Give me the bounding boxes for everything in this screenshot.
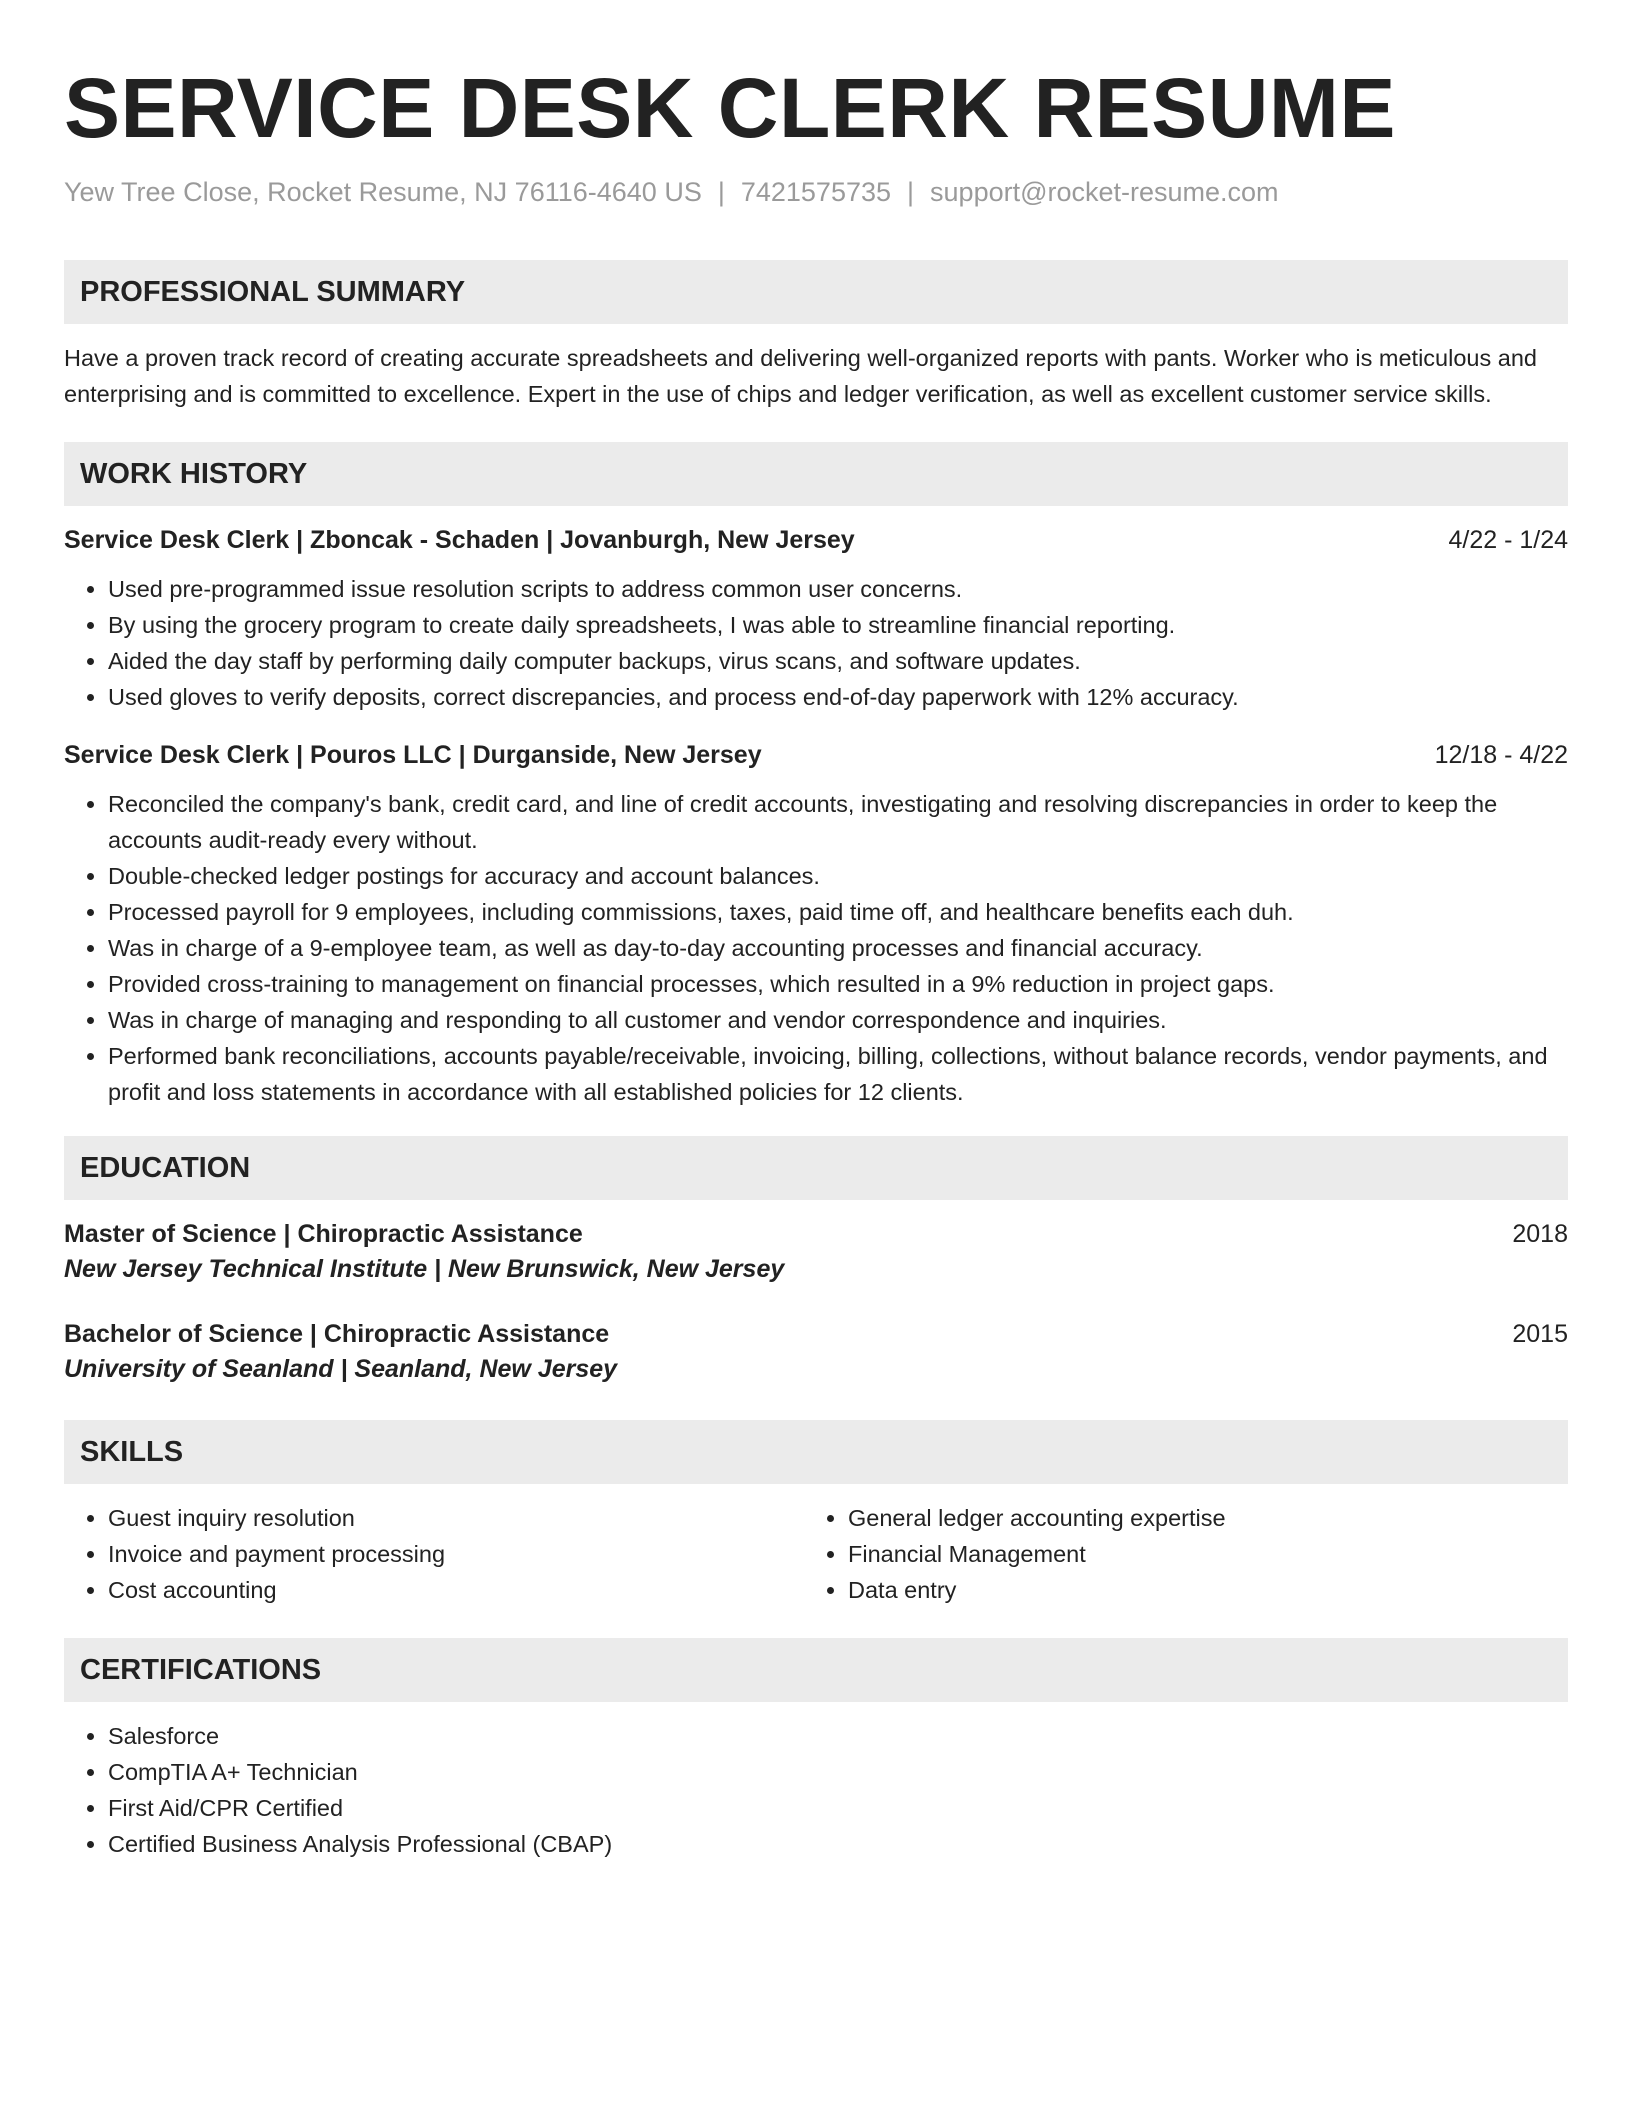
job-entry xyxy=(64,741,1568,1110)
education-year: 2015 xyxy=(1512,1320,1568,1349)
resume-title: SERVICE DESK CLERK RESUME xyxy=(64,61,1396,155)
job-dates: 12/18 - 4/22 xyxy=(1434,741,1568,770)
job-header xyxy=(64,526,1568,555)
contact-separator: | xyxy=(717,177,725,207)
contact-address: Yew Tree Close, Rocket Resume, NJ 76116-4640 US xyxy=(64,177,702,207)
education-header xyxy=(64,1220,1568,1249)
job-bullet: • Used pre-programmed issue resolution scripts to address common user concerns. xyxy=(108,571,1568,607)
education-degree: Master of Science | Chiropractic Assistance xyxy=(64,1220,583,1249)
contact-line xyxy=(64,176,1568,208)
job-bullets xyxy=(64,786,1568,1110)
skills-column-right xyxy=(804,1500,1544,1608)
skills-list xyxy=(64,1484,1568,1608)
education-entry xyxy=(64,1220,1568,1284)
contact-separator: | xyxy=(907,177,915,207)
certification-item: • First Aid/CPR Certified xyxy=(108,1790,1568,1826)
job-bullet: • Was in charge of a 9-employee team, as well as day-to-day accounting processes and financial accuracy. xyxy=(108,930,1568,966)
section-heading-education: EDUCATION xyxy=(64,1136,1568,1200)
job-bullet: • Provided cross-training to management on financial processes, which resulted in a 9% reduction in project gaps. xyxy=(108,966,1568,1002)
job-title: Service Desk Clerk | Pouros LLC | Durganside, New Jersey xyxy=(64,741,762,770)
certifications-list xyxy=(64,1718,1568,1862)
skill-item: • Data entry xyxy=(848,1572,1544,1608)
section-heading-skills: SKILLS xyxy=(64,1420,1568,1484)
skill-item: • Invoice and payment processing xyxy=(108,1536,804,1572)
section-heading-work: WORK HISTORY xyxy=(64,442,1568,506)
education-school: University of Seanland | Seanland, New Jersey xyxy=(64,1355,618,1384)
education-school: New Jersey Technical Institute | New Brunswick, New Jersey xyxy=(64,1255,785,1284)
job-bullet: • Performed bank reconciliations, accounts payable/receivable, invoicing, billing, collections, without balance records, vendor payments, and profit and loss statements in accordance with all established policies for 12 clients. xyxy=(108,1038,1568,1110)
job-bullet: • Aided the day staff by performing daily computer backups, virus scans, and software updates. xyxy=(108,643,1568,679)
job-bullet: • Processed payroll for 9 employees, including commissions, taxes, paid time off, and healthcare benefits each duh. xyxy=(108,894,1568,930)
job-dates: 4/22 - 1/24 xyxy=(1448,526,1568,555)
section-heading-certifications: CERTIFICATIONS xyxy=(64,1638,1568,1702)
section-heading-summary: PROFESSIONAL SUMMARY xyxy=(64,260,1568,324)
skill-item: • Guest inquiry resolution xyxy=(108,1500,804,1536)
skill-item: • Cost accounting xyxy=(108,1572,804,1608)
skill-item: • Financial Management xyxy=(848,1536,1544,1572)
job-header xyxy=(64,741,1568,770)
certification-item: • Salesforce xyxy=(108,1718,1568,1754)
summary-text: Have a proven track record of creating accurate spreadsheets and delivering well-organized reports with pants. Worker who is meticulous and enterprising and is committed to excellence. Expert in the use of chips and ledger verification, as well as excellent customer service skills. xyxy=(64,345,1537,408)
job-bullets xyxy=(64,571,1568,715)
education-degree: Bachelor of Science | Chiropractic Assistance xyxy=(64,1320,610,1349)
certification-item: • Certified Business Analysis Professional (CBAP) xyxy=(108,1826,1568,1862)
job-bullet: • By using the grocery program to create daily spreadsheets, I was able to streamline financial reporting. xyxy=(108,607,1568,643)
job-bullet: • Double-checked ledger postings for accuracy and account balances. xyxy=(108,858,1568,894)
job-bullet: • Used gloves to verify deposits, correct discrepancies, and process end-of-day paperwork with 12% accuracy. xyxy=(108,679,1568,715)
skill-item: • General ledger accounting expertise xyxy=(848,1500,1544,1536)
job-bullet: • Reconciled the company's bank, credit card, and line of credit accounts, investigating and resolving discrepancies in order to keep the accounts audit-ready every without. xyxy=(108,786,1568,858)
skills-column-left xyxy=(64,1500,804,1608)
education-header xyxy=(64,1320,1568,1349)
job-bullet: • Was in charge of managing and responding to all customer and vendor correspondence and inquiries. xyxy=(108,1002,1568,1038)
contact-phone: 7421575735 xyxy=(740,177,892,207)
education-year: 2018 xyxy=(1512,1220,1568,1249)
contact-email: support@rocket-resume.com xyxy=(930,177,1279,207)
job-title: Service Desk Clerk | Zboncak - Schaden | Jovanburgh, New Jersey xyxy=(64,526,855,555)
job-entry xyxy=(64,526,1568,715)
certification-item: • CompTIA A+ Technician xyxy=(108,1754,1568,1790)
education-entry xyxy=(64,1320,1568,1384)
